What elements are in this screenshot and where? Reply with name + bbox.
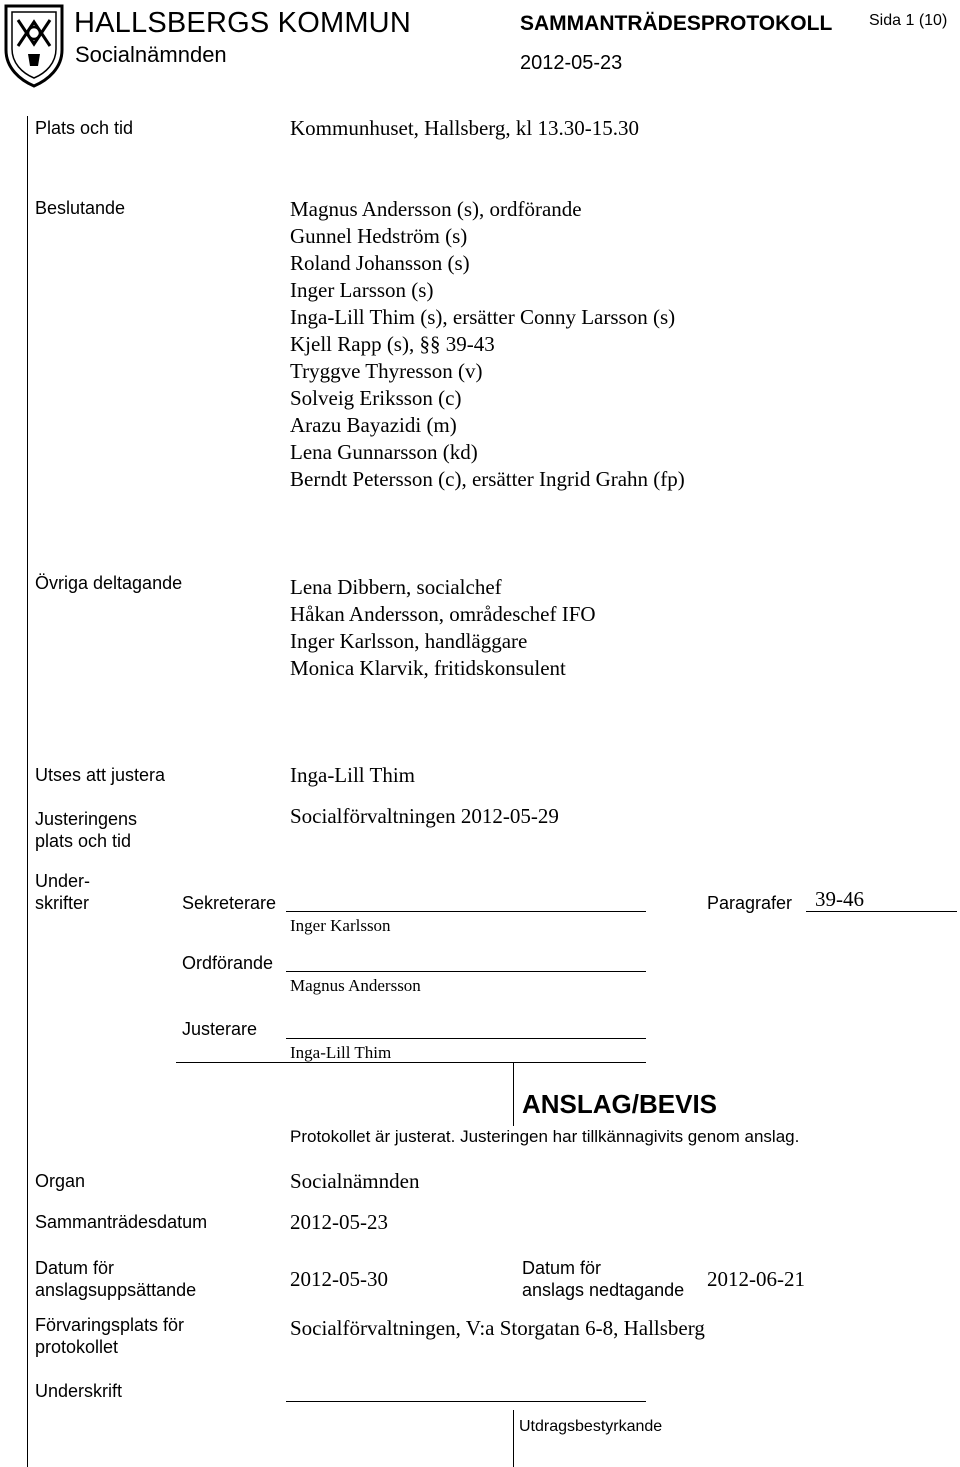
chair-name: Magnus Andersson <box>290 976 421 995</box>
adjuster-appointed-label: Utses att justera <box>35 765 166 785</box>
secretary-name: Inger Karlsson <box>290 916 391 935</box>
posted-date-label-line: anslagsuppsättande <box>35 1280 197 1300</box>
others-list <box>290 574 596 682</box>
posted-date-value: 2012-05-30 <box>290 1267 388 1291</box>
document-type: SAMMANTRÄDESPROTOKOLL <box>520 12 833 35</box>
list-item: Arazu Bayazidi (m) <box>290 413 457 437</box>
list-item: Inger Karlsson, handläggare <box>290 629 528 653</box>
place-time-value: Kommunhuset, Hallsberg, kl 13.30-15.30 <box>290 116 640 140</box>
secretary-label: Sekreterare <box>182 893 277 913</box>
removed-date-label-line: anslags nedtagande <box>522 1280 685 1300</box>
posted-date-label <box>35 1257 196 1301</box>
secretary-signature-line <box>286 911 646 912</box>
adjuster-name: Inga-Lill Thim <box>290 1043 392 1062</box>
header-date: 2012-05-23 <box>520 52 623 74</box>
list-item: Håkan Andersson, områdeschef IFO <box>290 602 596 626</box>
certified-label: Utdragsbestyrkande <box>519 1418 663 1435</box>
adjuster-signature-line <box>286 1038 646 1039</box>
municipality-name: HALLSBERGS KOMMUN <box>74 7 411 39</box>
signature-label: Underskrift <box>35 1381 123 1401</box>
adjuster-appointed-value: Inga-Lill Thim <box>290 763 416 787</box>
removed-date-label-line: Datum för <box>522 1258 602 1278</box>
storage-value: Socialförvaltningen, V:a Storgatan 6-8, Hallsberg <box>290 1316 705 1340</box>
chair-label: Ordförande <box>182 953 274 973</box>
adjust-place-label-line: plats och tid <box>35 831 132 851</box>
notice-title: ANSLAG/BEVIS <box>522 1089 718 1119</box>
removed-date-label <box>522 1257 684 1301</box>
list-item: Berndt Petersson (c), ersätter Ingrid Grahn (fp) <box>290 467 685 491</box>
paragraphs-label: Paragrafer <box>707 893 793 913</box>
others-label: Övriga deltagande <box>35 573 183 593</box>
list-item: Lena Dibbern, socialchef <box>290 575 502 599</box>
list-item: Roland Johansson (s) <box>290 251 470 275</box>
list-item: Solveig Eriksson (c) <box>290 386 462 410</box>
deciding-members-list <box>290 196 685 493</box>
notice-statement: Protokollet är justerat. Justeringen har tillkännagivits genom anslag. <box>290 1127 800 1146</box>
page-number: Sida 1 (10) <box>869 12 948 29</box>
list-item: Monica Klarvik, fritidskonsulent <box>290 656 566 680</box>
committee-name: Socialnämnden <box>75 42 227 67</box>
deciding-label: Beslutande <box>35 198 126 218</box>
list-item: Magnus Andersson (s), ordförande <box>290 197 582 221</box>
meeting-date-label: Sammanträdesdatum <box>35 1212 208 1232</box>
signatures-label-line: skrifter <box>35 893 89 913</box>
paragraphs-line <box>806 911 957 912</box>
storage-label-line: Förvaringsplats för <box>35 1315 185 1335</box>
adjust-place-label <box>35 808 137 852</box>
storage-label <box>35 1314 184 1358</box>
list-item: Gunnel Hedström (s) <box>290 224 468 248</box>
storage-label-line: protokollet <box>35 1337 119 1357</box>
paragraphs-value: 39-46 <box>815 887 864 911</box>
meeting-date-value: 2012-05-23 <box>290 1210 388 1234</box>
removed-date-value: 2012-06-21 <box>707 1267 805 1291</box>
list-item: Inger Larsson (s) <box>290 278 434 302</box>
signatures-label-line: Under- <box>35 871 91 891</box>
chair-signature-line <box>286 971 646 972</box>
list-item: Lena Gunnarsson (kd) <box>290 440 478 464</box>
posted-date-label-line: Datum för <box>35 1258 115 1278</box>
municipality-crest-icon <box>2 2 66 88</box>
notice-divider-horizontal <box>176 1062 646 1063</box>
notice-divider-vertical <box>513 1062 514 1126</box>
place-time-label: Plats och tid <box>35 118 134 138</box>
certified-divider-vertical <box>513 1410 514 1467</box>
list-item: Inga-Lill Thim (s), ersätter Conny Larsson (s) <box>290 305 676 329</box>
signatures-label <box>35 870 90 914</box>
adjuster-label: Justerare <box>182 1019 258 1039</box>
left-border <box>27 116 28 1467</box>
list-item: Tryggve Thyresson (v) <box>290 359 483 383</box>
adjust-place-label-line: Justeringens <box>35 809 138 829</box>
list-item: Kjell Rapp (s), §§ 39-43 <box>290 332 495 356</box>
adjust-place-value: Socialförvaltningen 2012-05-29 <box>290 804 559 828</box>
notice-signature-line <box>286 1401 646 1402</box>
organ-label: Organ <box>35 1171 86 1191</box>
organ-value: Socialnämnden <box>290 1169 420 1193</box>
